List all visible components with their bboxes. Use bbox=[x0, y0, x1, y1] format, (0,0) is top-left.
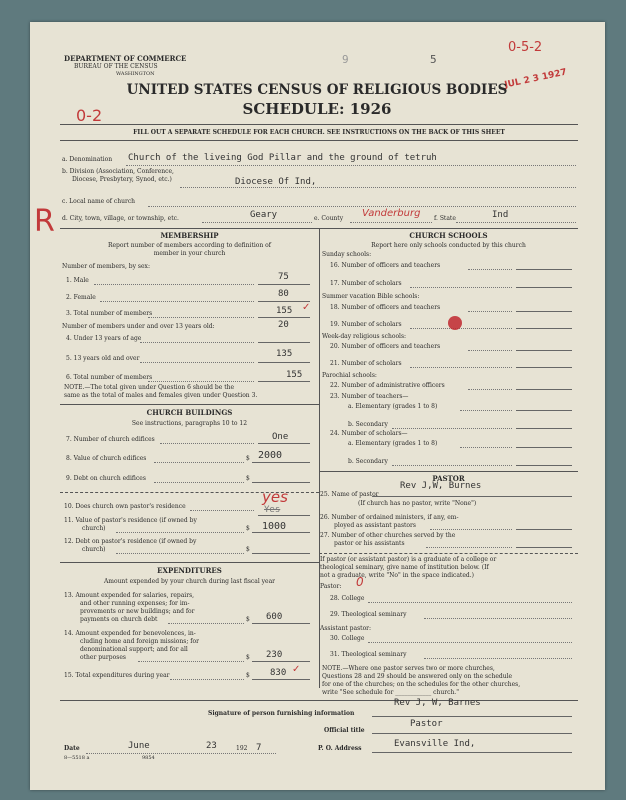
membership-sub1: Report number of members according to definition of bbox=[107, 242, 271, 249]
q24a-dots bbox=[460, 447, 512, 448]
handwritten-code: 0-2 bbox=[76, 106, 103, 125]
total-members-dots bbox=[148, 317, 254, 318]
po-address-value: Evansville Ind, bbox=[394, 739, 476, 749]
county-line bbox=[350, 222, 432, 223]
handwritten-code-top: 0-5-2 bbox=[508, 40, 543, 55]
denomination-line bbox=[126, 165, 576, 166]
q18-dots bbox=[468, 311, 512, 312]
edifice-value-dots bbox=[154, 462, 244, 463]
edifice-value-value: 2000 bbox=[258, 450, 283, 461]
exp-13-line-3: provements or new buildings; and for bbox=[80, 608, 195, 615]
residence-debt-label: 12. Debt on pastor's residence (if owned by bbox=[64, 538, 197, 545]
header-rule bbox=[60, 124, 578, 125]
total-members-label: 3. Total number of members bbox=[66, 310, 153, 317]
residence-value-label: 11. Value of pastor's residence (if owned by bbox=[64, 517, 197, 524]
residence-value-dots bbox=[116, 532, 244, 533]
q26-label-2: ployed as assistant pastors bbox=[334, 522, 416, 529]
division-label-2: Diocese, Presbytery, Synod, etc.) bbox=[72, 176, 172, 183]
edifices-line bbox=[258, 443, 310, 444]
q23b-label: b. Secondary bbox=[348, 421, 388, 428]
pastor-divider bbox=[319, 553, 578, 554]
dollar-11: $ bbox=[246, 525, 250, 532]
pastor-note-4: write "See schedule for ____________ church." bbox=[322, 689, 459, 696]
q23b-dots bbox=[392, 428, 512, 429]
exp-14-line bbox=[252, 661, 310, 662]
under-13-line bbox=[258, 342, 310, 343]
signature-rule bbox=[60, 700, 578, 701]
po-address-label: P. O. Address bbox=[318, 745, 362, 752]
expenditures-sub: Amount expended by your church during last fiscal year bbox=[103, 578, 276, 585]
state-label: f. State bbox=[434, 215, 456, 222]
members-by-sex-label: Number of members, by sex: bbox=[62, 263, 150, 270]
edifice-debt-dots bbox=[154, 482, 244, 483]
expenditures-title: EXPENDITURES bbox=[157, 566, 222, 575]
exp-13-line-4: payments on church debt bbox=[80, 616, 158, 623]
city-line bbox=[202, 222, 312, 223]
exp-14-line-4: other purposes bbox=[80, 654, 126, 661]
owns-residence-typed: Yes bbox=[264, 505, 281, 515]
total-members-6-line bbox=[258, 381, 310, 382]
dollar-15: $ bbox=[246, 672, 250, 679]
over-13-line bbox=[258, 362, 310, 363]
owns-residence-handwritten: yes bbox=[262, 488, 288, 506]
residence-debt-dots bbox=[116, 553, 244, 554]
q29-dots bbox=[424, 618, 572, 619]
q26-line bbox=[516, 529, 572, 530]
edifices-label: 7. Number of church edifices bbox=[66, 436, 155, 443]
exp-13-line bbox=[252, 623, 310, 624]
over-13-value: 135 bbox=[276, 349, 293, 359]
q26-label: 26. Number of ordained ministers, if any, em- bbox=[320, 514, 459, 521]
under-13-dots bbox=[140, 342, 254, 343]
instruction-rule bbox=[60, 140, 578, 141]
check-mark-icon: ✓ bbox=[302, 302, 311, 313]
edifice-debt-label: 9. Debt on church edifices bbox=[66, 475, 146, 482]
date-month: June bbox=[128, 741, 150, 751]
red-r-mark: R bbox=[34, 204, 55, 239]
q16-dots bbox=[468, 269, 512, 270]
exp-14-line-2: cluding home and foreign missions; for bbox=[80, 638, 199, 645]
signature-label: Signature of person furnishing information bbox=[208, 710, 355, 717]
dollar-8: $ bbox=[246, 455, 250, 462]
q18-label: 18. Number of officers and teachers bbox=[330, 304, 441, 311]
exp-14-line-1: 14. Amount expended for benevolences, in- bbox=[64, 630, 196, 637]
date-label: Date bbox=[64, 745, 80, 752]
exp-13-dots bbox=[168, 623, 244, 624]
instruction-line: FILL OUT A SEPARATE SCHEDULE FOR EACH CHURCH. SEE INSTRUCTIONS ON THE BACK OF THIS SHEET bbox=[133, 129, 505, 136]
assistant-label: Assistant pastor: bbox=[320, 625, 372, 632]
q17-line bbox=[516, 287, 572, 288]
local-name-label: c. Local name of church bbox=[62, 198, 136, 205]
dollar-12: $ bbox=[246, 546, 250, 553]
q27-dots bbox=[426, 547, 512, 548]
division-line bbox=[180, 187, 576, 188]
red-seal-dot bbox=[448, 316, 462, 330]
department-name: DEPARTMENT OF COMMERCE bbox=[64, 54, 187, 63]
q23b-line bbox=[516, 428, 572, 429]
q16-line bbox=[516, 269, 572, 270]
date-year-prefix: 192 bbox=[236, 745, 248, 752]
census-schedule-sheet bbox=[30, 22, 605, 790]
division-value: Diocese Of Ind, bbox=[235, 177, 317, 187]
city-value: Geary bbox=[250, 210, 278, 220]
female-dots bbox=[100, 301, 254, 302]
q27-line bbox=[516, 547, 572, 548]
membership-rule bbox=[60, 404, 319, 405]
q23-label: 23. Number of teachers— bbox=[330, 393, 409, 400]
q24a-line bbox=[516, 447, 572, 448]
weekday-label: Week-day religious schools: bbox=[322, 333, 407, 340]
q22-line bbox=[516, 389, 572, 390]
q18-line bbox=[516, 311, 572, 312]
exp-15-label: 15. Total expenditures during year bbox=[64, 672, 170, 679]
q30-dots bbox=[368, 642, 572, 643]
residence-value-label-2: church) bbox=[82, 525, 106, 532]
q24b-dots bbox=[392, 465, 512, 466]
residence-value-value: 1000 bbox=[262, 521, 287, 532]
schools-title: CHURCH SCHOOLS bbox=[409, 231, 488, 240]
state-value: Ind bbox=[492, 210, 509, 220]
q23a-label: a. Elementary (grades 1 to 8) bbox=[348, 403, 438, 410]
date-stamp: JUL 2 3 1927 bbox=[503, 67, 568, 91]
pastor-title: PASTOR bbox=[432, 474, 465, 483]
edifice-value-label: 8. Value of church edifices bbox=[66, 455, 147, 462]
exp-13-line-1: 13. Amount expended for salaries, repairs, bbox=[64, 592, 195, 599]
male-label: 1. Male bbox=[66, 277, 89, 284]
q20-dots bbox=[468, 350, 512, 351]
membership-sub2: member in your church bbox=[153, 250, 226, 257]
column-divider bbox=[319, 228, 320, 688]
grad-line-3: not a graduate, write "No" in the space indicated.) bbox=[320, 572, 474, 579]
state-line bbox=[456, 222, 576, 223]
total-members-6-label: 6. Total number of members bbox=[66, 374, 153, 381]
q21-label: 21. Number of scholars bbox=[330, 360, 402, 367]
male-value: 75 bbox=[278, 272, 289, 282]
pastor-grad-value: 0 bbox=[356, 575, 364, 589]
q28-dots bbox=[368, 602, 572, 603]
total-members-line bbox=[258, 317, 310, 318]
date-year-digit: 7 bbox=[256, 743, 262, 753]
dollar-14: $ bbox=[246, 654, 250, 661]
exp-15-dots bbox=[170, 679, 244, 680]
check-mark-icon-2: ✓ bbox=[292, 664, 301, 675]
po-address-line bbox=[372, 752, 572, 753]
form-number: 8—5518 a bbox=[64, 755, 90, 761]
county-value: Vanderburg bbox=[362, 208, 421, 219]
q22-label: 22. Number of administrative officers bbox=[330, 382, 445, 389]
membership-title: MEMBERSHIP bbox=[160, 231, 219, 240]
pastor-note-3: for one of the churches; on the schedules for the other churches, bbox=[322, 681, 521, 688]
q25-hint: (If church has no pastor, write "None") bbox=[358, 500, 477, 507]
q29-label: 29. Theological seminary bbox=[330, 611, 407, 618]
pastor-sub-label: Pastor: bbox=[320, 583, 342, 590]
city-name: WASHINGTON bbox=[116, 71, 155, 77]
schools-sub: Report here only schools conducted by this church bbox=[371, 242, 526, 249]
q21-dots bbox=[410, 367, 512, 368]
q27-label-2: pastor or his assistants bbox=[334, 540, 405, 547]
total-members-value: 155 bbox=[276, 306, 293, 316]
parochial-label: Parochial schools: bbox=[322, 372, 377, 379]
denomination-value: Church of the liveing God Pillar and the ground of tetruh bbox=[128, 153, 437, 163]
q31-label: 31. Theological seminary bbox=[330, 651, 407, 658]
q26-dots bbox=[430, 529, 512, 530]
edifices-dots bbox=[160, 443, 254, 444]
q30-label: 30. College bbox=[330, 635, 365, 642]
form-title: UNITED STATES CENSUS OF RELIGIOUS BODIES bbox=[126, 82, 508, 98]
denomination-label: a. Denomination bbox=[62, 156, 113, 163]
q24b-label: b. Secondary bbox=[348, 458, 388, 465]
number-a: 9 bbox=[342, 53, 349, 66]
division-label: b. Division (Association, Conference, bbox=[62, 168, 174, 175]
q31-dots bbox=[424, 658, 572, 659]
summer-label: Summer vacation Bible schools: bbox=[322, 293, 420, 300]
owns-residence-dots bbox=[190, 510, 254, 511]
grad-line-1: If pastor (or assistant pastor) is a graduate of a college or bbox=[320, 556, 497, 563]
q24-label: 24. Number of scholars— bbox=[330, 430, 408, 437]
residence-debt-line bbox=[252, 553, 310, 554]
over-13-label: 5. 13 years old and over bbox=[66, 355, 140, 362]
official-title-value: Pastor bbox=[410, 719, 443, 729]
q21-line bbox=[516, 367, 572, 368]
q25-label: 25. Name of pastor bbox=[320, 491, 379, 498]
q16-label: 16. Number of officers and teachers bbox=[330, 262, 441, 269]
form-number-2: 9854 bbox=[142, 755, 155, 761]
q24b-line bbox=[516, 465, 572, 466]
over-13-dots bbox=[140, 362, 254, 363]
q19-label: 19. Number of scholars bbox=[330, 321, 402, 328]
dollar-9: $ bbox=[246, 475, 250, 482]
grad-line-2: theological seminary, give name of institution below. (If bbox=[320, 564, 489, 571]
official-title-label: Official title bbox=[324, 727, 365, 734]
under-13-label: 4. Under 13 years of age bbox=[66, 335, 142, 342]
total-members-6-value: 155 bbox=[286, 370, 303, 380]
q20-line bbox=[516, 350, 572, 351]
exp-14-line-3: denominational support; and for all bbox=[80, 646, 188, 653]
q19-dots bbox=[410, 328, 512, 329]
official-title-line bbox=[372, 733, 572, 734]
pastor-note-1: NOTE.—Where one pastor serves two or more churches, bbox=[322, 665, 495, 672]
dollar-13: $ bbox=[246, 616, 250, 623]
signature-line bbox=[372, 716, 572, 717]
q22-dots bbox=[468, 389, 512, 390]
exp-13-value: 600 bbox=[266, 612, 283, 622]
local-name-line bbox=[148, 206, 576, 207]
q17-dots bbox=[410, 287, 512, 288]
male-line bbox=[258, 284, 310, 285]
pastor-name-value: Rev J,W, Burnes bbox=[400, 481, 482, 491]
edifices-value: One bbox=[272, 432, 289, 442]
pastor-note-2: Questions 28 and 29 should be answered only on the schedule bbox=[322, 673, 513, 680]
age-head-label: Number of members under and over 13 years old: bbox=[62, 323, 215, 330]
county-label: e. County bbox=[314, 215, 344, 222]
number-b: 5 bbox=[430, 53, 437, 66]
q19-line bbox=[516, 328, 572, 329]
date-day: 23 bbox=[206, 741, 217, 751]
exp-14-value: 230 bbox=[266, 650, 283, 660]
residence-debt-label-2: church) bbox=[82, 546, 106, 553]
owns-residence-line bbox=[258, 515, 310, 516]
city-label: d. City, town, village, or township, etc. bbox=[62, 215, 179, 222]
form-subtitle: SCHEDULE: 1926 bbox=[242, 100, 392, 118]
sunday-label: Sunday schools: bbox=[322, 251, 372, 258]
q28-label: 28. College bbox=[330, 595, 365, 602]
female-value: 80 bbox=[278, 289, 289, 299]
exp-15-line bbox=[252, 679, 310, 680]
exp-14-dots bbox=[138, 661, 244, 662]
owns-residence-label: 10. Does church own pastor's residence bbox=[64, 503, 186, 510]
male-dots bbox=[94, 284, 254, 285]
buildings-title: CHURCH BUILDINGS bbox=[146, 408, 233, 417]
total-members-6-dots bbox=[148, 381, 254, 382]
bureau-name: BUREAU OF THE CENSUS bbox=[74, 63, 158, 70]
q23a-line bbox=[516, 410, 572, 411]
q23a-dots bbox=[460, 410, 512, 411]
pastor-name-line bbox=[372, 496, 572, 497]
female-label: 2. Female bbox=[66, 294, 96, 301]
date-dots bbox=[86, 753, 276, 754]
edifice-value-line bbox=[252, 462, 310, 463]
residence-value-line bbox=[252, 532, 310, 533]
q17-label: 17. Number of scholars bbox=[330, 280, 402, 287]
age-value: 20 bbox=[278, 320, 289, 330]
membership-note-2: same as the total of males and females given under Question 3. bbox=[64, 392, 258, 399]
exp-13-line-2: and other running expenses; for im- bbox=[80, 600, 190, 607]
q20-label: 20. Number of officers and teachers bbox=[330, 343, 441, 350]
schools-rule bbox=[319, 471, 578, 472]
edifice-debt-line bbox=[252, 482, 310, 483]
buildings-sub: See instructions, paragraphs 10 to 12 bbox=[131, 420, 248, 427]
exp-15-value: 830 bbox=[270, 668, 287, 678]
q27-label: 27. Number of other churches served by the bbox=[320, 532, 456, 539]
membership-note-1: NOTE.—The total given under Question 6 should be the bbox=[64, 384, 235, 391]
q24a-label: a. Elementary (grades 1 to 8) bbox=[348, 440, 438, 447]
buildings-rule bbox=[60, 562, 319, 563]
signature-value: Rev J, W, Barnes bbox=[394, 698, 481, 708]
